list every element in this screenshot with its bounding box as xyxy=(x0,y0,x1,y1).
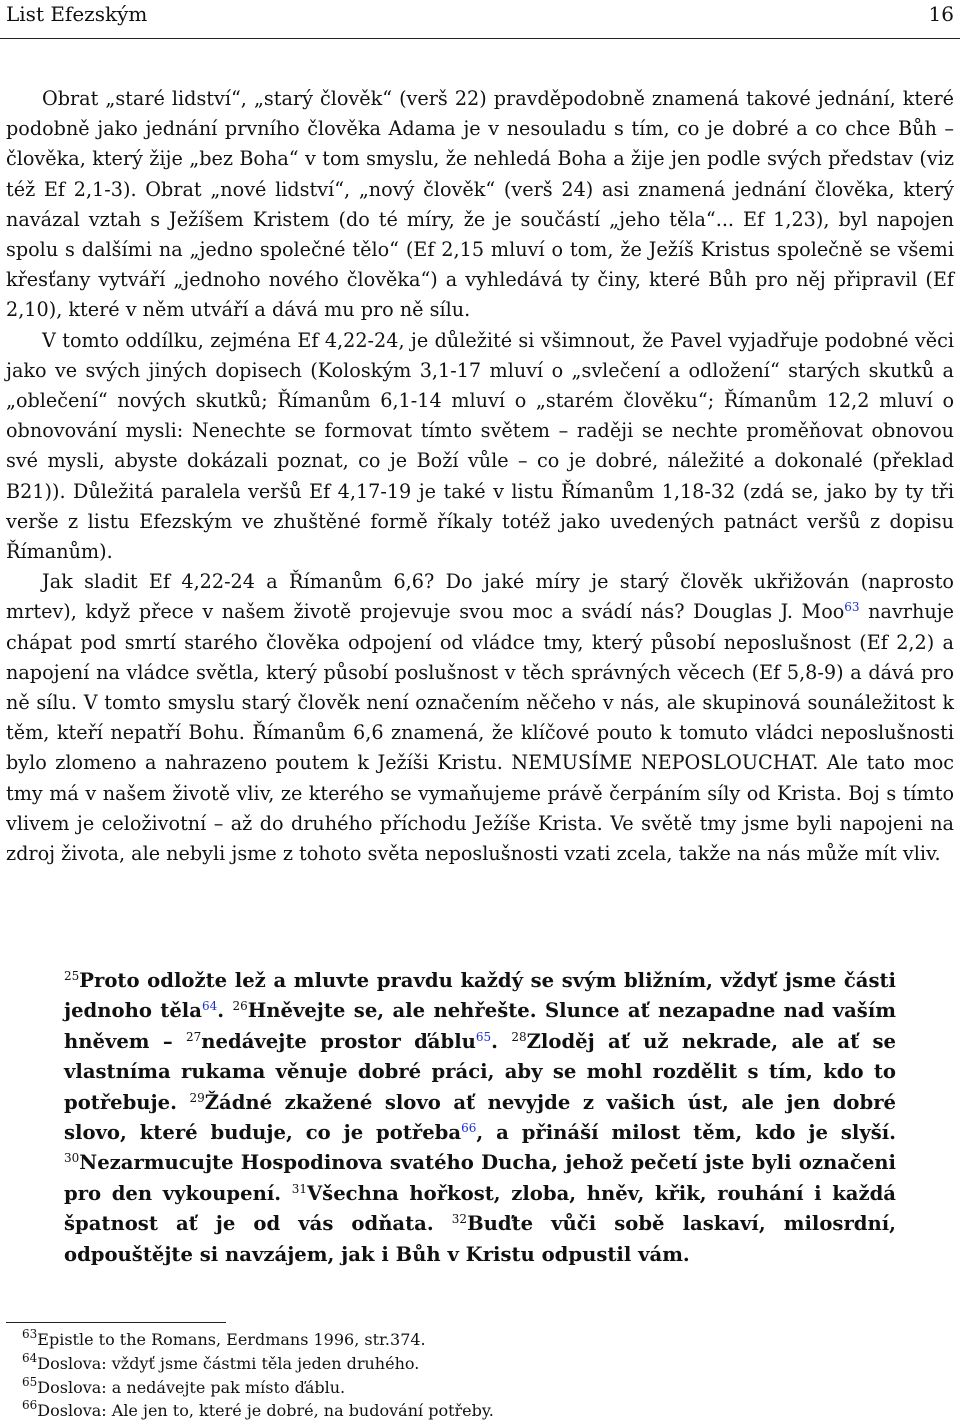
footnote-65 xyxy=(22,1376,954,1400)
punctuation: . xyxy=(491,1029,512,1053)
footnote-ref-65[interactable]: 65 xyxy=(475,1029,492,1044)
header-rule xyxy=(0,38,960,39)
verse-number: 26 xyxy=(232,999,248,1014)
verse-text: Hněvejte se, ale nehřešte. Slunce ať nezapadne nad vaším hněvem – xyxy=(64,999,896,1053)
footnote-66 xyxy=(22,1399,954,1423)
footnotes xyxy=(22,1328,954,1423)
verse-number: 32 xyxy=(451,1212,468,1227)
verse-text: nedávejte prostor ďáblu xyxy=(201,1029,476,1053)
footnote-number: 65 xyxy=(22,1374,38,1389)
verse-number: 31 xyxy=(291,1181,307,1196)
page-header xyxy=(0,0,960,28)
punctuation: . xyxy=(217,999,233,1023)
footnote-ref-63[interactable]: 63 xyxy=(844,600,860,615)
footnote-number: 63 xyxy=(22,1327,38,1341)
main-text xyxy=(6,84,954,869)
footnote-text: Epistle to the Romans, Eerdmans 1996, str.374. xyxy=(37,1330,426,1349)
footnote-64 xyxy=(22,1352,954,1376)
scripture-quote xyxy=(64,966,896,1270)
footnote-ref-64[interactable]: 64 xyxy=(201,999,218,1014)
paragraph-text: navrhuje chápat pod smrtí starého člověka odpojení od vládce tmy, který působí neposlušnost (Ef 2,2) a napojení na vládce světla, který působí poslušnost v těch správných věcech (Ef 5,8-9) a dává pro ně sílu. V tomto smyslu starý člověk není označením něčeho v nás, ale skupinová sounáležitost k těm, kteří nepatří Bohu. Římanům 6,6 znamená, že klíčové pouto k tomuto vládci neposlušnosti bylo zlomeno a nahrazeno poutem k Ježíši Kristu. NEMUSÍME NEPOSLOUCHAT. Ale tato moc tmy má v našem životě vliv, ze kterého se vymaňujeme právě čerpáním síly od Krista. Boj s tímto vlivem je celoživotní – až do druhého příchodu Ježíše Krista. Ve světě tmy jsme byli napojeni na zdroj života, ale nebyli jsme z tohoto světa neposlušnosti vzati zcela, takže na nás může mít vliv. xyxy=(6,600,954,866)
verse-number: 28 xyxy=(511,1029,527,1044)
footnote-63 xyxy=(22,1328,954,1352)
paragraph: V tomto oddílku, zejména Ef 4,22-24, je důležité si všimnout, že Pavel vyjadřuje podobné věci jako ve svých jiných dopisech (Koloským 3,1-17 mluví o „svlečení a odložení“ starých skutků a „oblečení“ nových skutků; Římanům 6,1-14 mluví o „starém člověku“; Římanům 12,2 mluví o obnovování mysli: Nenechte se formovat tímto světem – raději se nechte proměňovat obnovou své mysli, abyste dokázali poznat, co je Boží vůle – co je dobré, náležité a dokonalé (překlad B21)). Důležitá paralela veršů Ef 4,17-19 je také v listu Římanům 1,18-32 (zdá se, jako by ty tři verše z listu Efezským ve zhuštěné formě říkaly totéž jako uvedených patnáct veršů z dopisu Římanům). xyxy=(6,328,954,564)
footnote-number: 66 xyxy=(22,1398,38,1413)
verse-text: Buďte vůči sobě laskaví, milosrdní, odpouštějte si navzájem, jak i Bůh v Kristu odpustil vám. xyxy=(64,1212,896,1266)
verse-number: 27 xyxy=(186,1029,202,1044)
verse-text: Nezarmucujte Hospodinova svatého Ducha, jehož pečetí jste byli označeni pro den vykoupení. xyxy=(64,1151,896,1205)
footnote-rule xyxy=(6,1322,226,1323)
footnote-text: Doslova: Ale jen to, které je dobré, na budování potřeby. xyxy=(37,1401,494,1421)
footnote-text: Doslova: a nedávejte pak místo ďáblu. xyxy=(37,1377,346,1397)
footnote-number: 64 xyxy=(22,1350,38,1365)
running-title: List Efezským xyxy=(6,2,148,26)
verse-number: 30 xyxy=(64,1151,80,1166)
verse-text: , a přináší milost těm, kdo je slyší. xyxy=(476,1121,897,1145)
footnote-ref-66[interactable]: 66 xyxy=(461,1121,477,1136)
verse-text: Všechna hořkost, zloba, hněv, křik, rouhání i každá špatnost ať je od vás odňata. xyxy=(64,1181,896,1236)
paragraph xyxy=(6,567,954,869)
footnote-text: Doslova: vždyť jsme částmi těla jeden druhého. xyxy=(37,1353,420,1373)
paragraph: Obrat „staré lidství“, „starý člověk“ (verš 22) pravděpodobně znamená takové jednání, které podobně jako jednání prvního člověka Adama je v nesouladu s tím, co je dobré a co chce Bůh – člověka, který žije „bez Boha“ v tom smyslu, že nehledá Boha a žije jen podle svých představ (viz též Ef 2,1-3). Obrat „nové lidství“, „nový člověk“ (verš 24) asi znamená jednání člověka, který navázal vztah s Ježíšem Kristem (do té míry, že je součástí „jeho těla“... Ef 1,23), byl napojen spolu s dalšími na „jedno společné tělo“ (Ef 2,15 mluví o tom, že Ježíš Kristus společně se všemi křesťany vytváří „jednoho nového člověka“) a vyhledává ty činy, které Bůh pro něj připravil (Ef 2,10), které v něm utváří a dává mu pro ně sílu. xyxy=(6,87,954,322)
verse-number: 25 xyxy=(64,969,80,983)
verse-text: Žádné zkažené slovo ať nevyjde z vašich úst, ale jen dobré slovo, které buduje, co je potřeba xyxy=(64,1090,896,1145)
verse-text: Proto odložte lež a mluvte pravdu každý se svým bližním, vždyť jsme části jednoho těla xyxy=(64,969,896,1023)
paragraph-text: Jak sladit Ef 4,22-24 a Římanům 6,6? Do jaké míry je starý člověk ukřižován (naprosto mrtev), když přece v našem životě projevuje svou moc a svádí nás? Douglas J. Moo xyxy=(6,570,954,624)
verse-number: 29 xyxy=(189,1090,205,1105)
verse-text: Zloděj ať už nekrade, ale ať se vlastníma rukama věnuje dobré práci, aby se mohl rozdělit s tím, kdo to potřebuje. xyxy=(64,1029,896,1114)
page-number: 16 xyxy=(928,2,954,26)
